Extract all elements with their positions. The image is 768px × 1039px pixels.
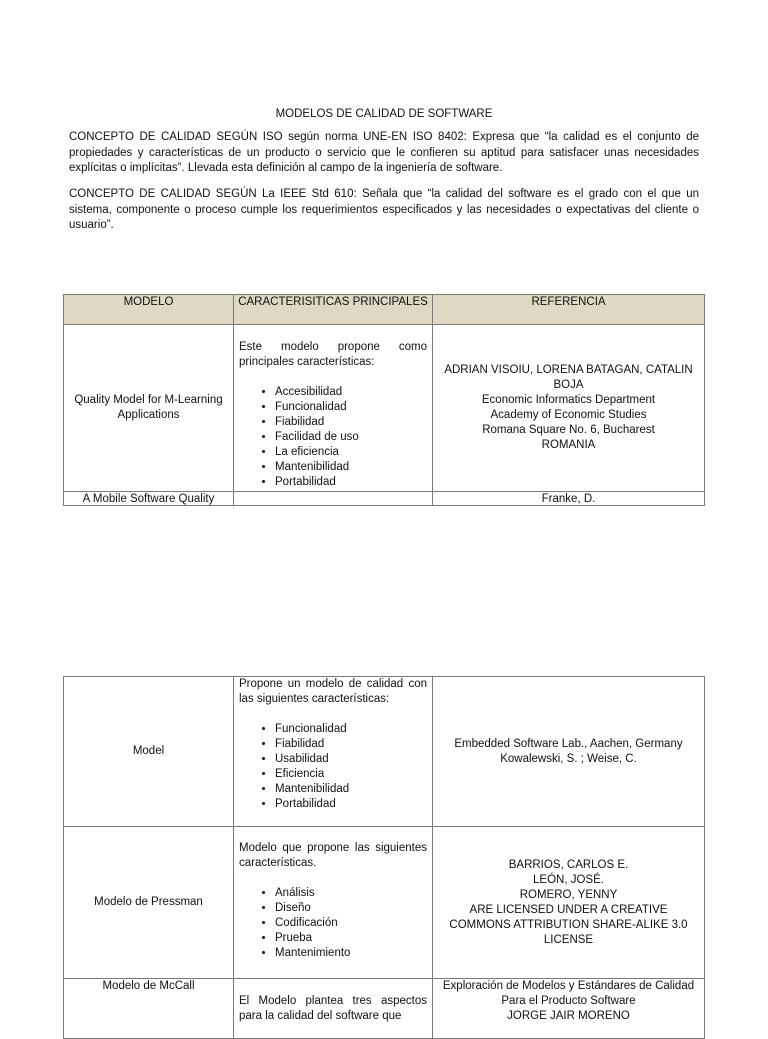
document-title: MODELOS DE CALIDAD DE SOFTWARE — [275, 108, 493, 120]
list-item: • Mantenibilidad — [275, 460, 427, 475]
table-header-row — [64, 295, 705, 325]
quality-models-table-2 — [63, 676, 705, 1039]
paragraph-ieee-definition: CONCEPTO DE CALIDAD SEGÚN La IEEE Std 610: Señala que “la calidad del software es el grado con el que un sistema, componente o proceso cumple los requerimientos especificados y las necesidades o expectativas del cliente o usuario”. — [69, 188, 699, 231]
model-characteristics — [234, 827, 433, 979]
reference-line: Economic Informatics Department — [481, 394, 656, 406]
table-row — [64, 827, 705, 979]
model-reference — [433, 325, 705, 492]
model-reference — [433, 979, 705, 1039]
table-row — [64, 325, 705, 492]
list-item: • Facilidad de uso — [275, 430, 427, 445]
model-name: Modelo de Pressman — [64, 827, 234, 979]
characteristics-intro: Modelo que propone las siguientes características. — [239, 842, 427, 869]
table-row — [64, 677, 705, 827]
reference-line: ARE LICENSED UNDER A CREATIVE COMMONS ATTRIBUTION SHARE-ALIKE 3.0 LICENSE — [449, 903, 688, 946]
list-item: • Accesibilidad — [275, 385, 427, 400]
list-item: • Fiabilidad — [275, 415, 427, 430]
characteristics-list — [239, 886, 427, 961]
list-item: • Funcionalidad — [275, 722, 427, 737]
list-item: • Fiabilidad — [275, 737, 427, 752]
table-row — [64, 979, 705, 1039]
list-item: • Funcionalidad — [275, 400, 427, 415]
list-item: • Usabilidad — [275, 752, 427, 767]
model-reference — [433, 827, 705, 979]
characteristics-intro: El Modelo plantea tres aspectos para la calidad del software que — [239, 995, 427, 1022]
model-name: A Mobile Software Quality — [64, 492, 234, 506]
list-item: • Mantenimiento — [275, 946, 427, 961]
model-name: Quality Model for M-Learning Applications — [64, 325, 234, 492]
characteristics-intro: Este modelo propone como principales características: — [239, 341, 427, 368]
header-characteristics: CARACTERISITICAS PRINCIPALES — [234, 295, 433, 325]
list-item: • Diseño — [275, 901, 427, 916]
model-name: Modelo de McCall — [64, 979, 234, 1039]
reference-line: ROMERO, YENNY — [519, 888, 618, 901]
quality-models-table-1 — [63, 294, 705, 506]
model-characteristics — [234, 325, 433, 492]
list-item: • La eficiencia — [275, 445, 427, 460]
list-item: • Prueba — [275, 931, 427, 946]
list-item: • Eficiencia — [275, 767, 427, 782]
characteristics-list — [239, 722, 427, 812]
model-reference — [433, 677, 705, 827]
header-model: MODELO — [64, 295, 234, 325]
header-reference: REFERENCIA — [433, 295, 705, 325]
table-row — [64, 492, 705, 506]
characteristics-list — [239, 385, 427, 490]
list-item: • Portabilidad — [275, 797, 427, 812]
model-reference: Franke, D. — [433, 492, 705, 506]
model-name: Model — [64, 677, 234, 827]
reference-line: LEÓN, JOSÉ. — [533, 873, 604, 886]
reference-line: JORGE JAIR MORENO — [507, 1010, 630, 1022]
reference-line: Kowalewski, S. ; Weise, C. — [500, 752, 637, 765]
list-item: • Codificación — [275, 916, 427, 931]
model-characteristics — [234, 492, 433, 506]
reference-line: BARRIOS, CARLOS E. — [508, 858, 629, 871]
list-item: • Mantenibilidad — [275, 782, 427, 797]
reference-line: Embedded Software Lab., Aachen, Germany — [454, 737, 683, 750]
reference-line: ADRIAN VISOIU, LORENA BATAGAN, CATALIN BOJA — [444, 364, 693, 391]
list-item: • Portabilidad — [275, 475, 427, 490]
reference-line: ROMANIA — [541, 439, 596, 451]
list-item: • Análisis — [275, 886, 427, 901]
reference-line: Romana Square No. 6, Bucharest — [482, 424, 655, 436]
paragraph-iso-definition: CONCEPTO DE CALIDAD SEGÚN ISO según norma UNE-EN ISO 8402: Expresa que “la calidad es el conjunto de propiedades y características de un producto o servicio que le confieren su aptitud para satisfacer unas necesidades explícitas o implícitas”. Llevada esta definición al campo de la ingeniería de software. — [69, 131, 699, 174]
model-characteristics — [234, 979, 433, 1039]
characteristics-intro: Propone un modelo de calidad con las siguientes características: — [239, 678, 427, 705]
reference-line: Exploración de Modelos y Estándares de Calidad Para el Producto Software — [442, 980, 695, 1007]
model-characteristics — [234, 677, 433, 827]
reference-line: Academy of Economic Studies — [490, 409, 647, 421]
